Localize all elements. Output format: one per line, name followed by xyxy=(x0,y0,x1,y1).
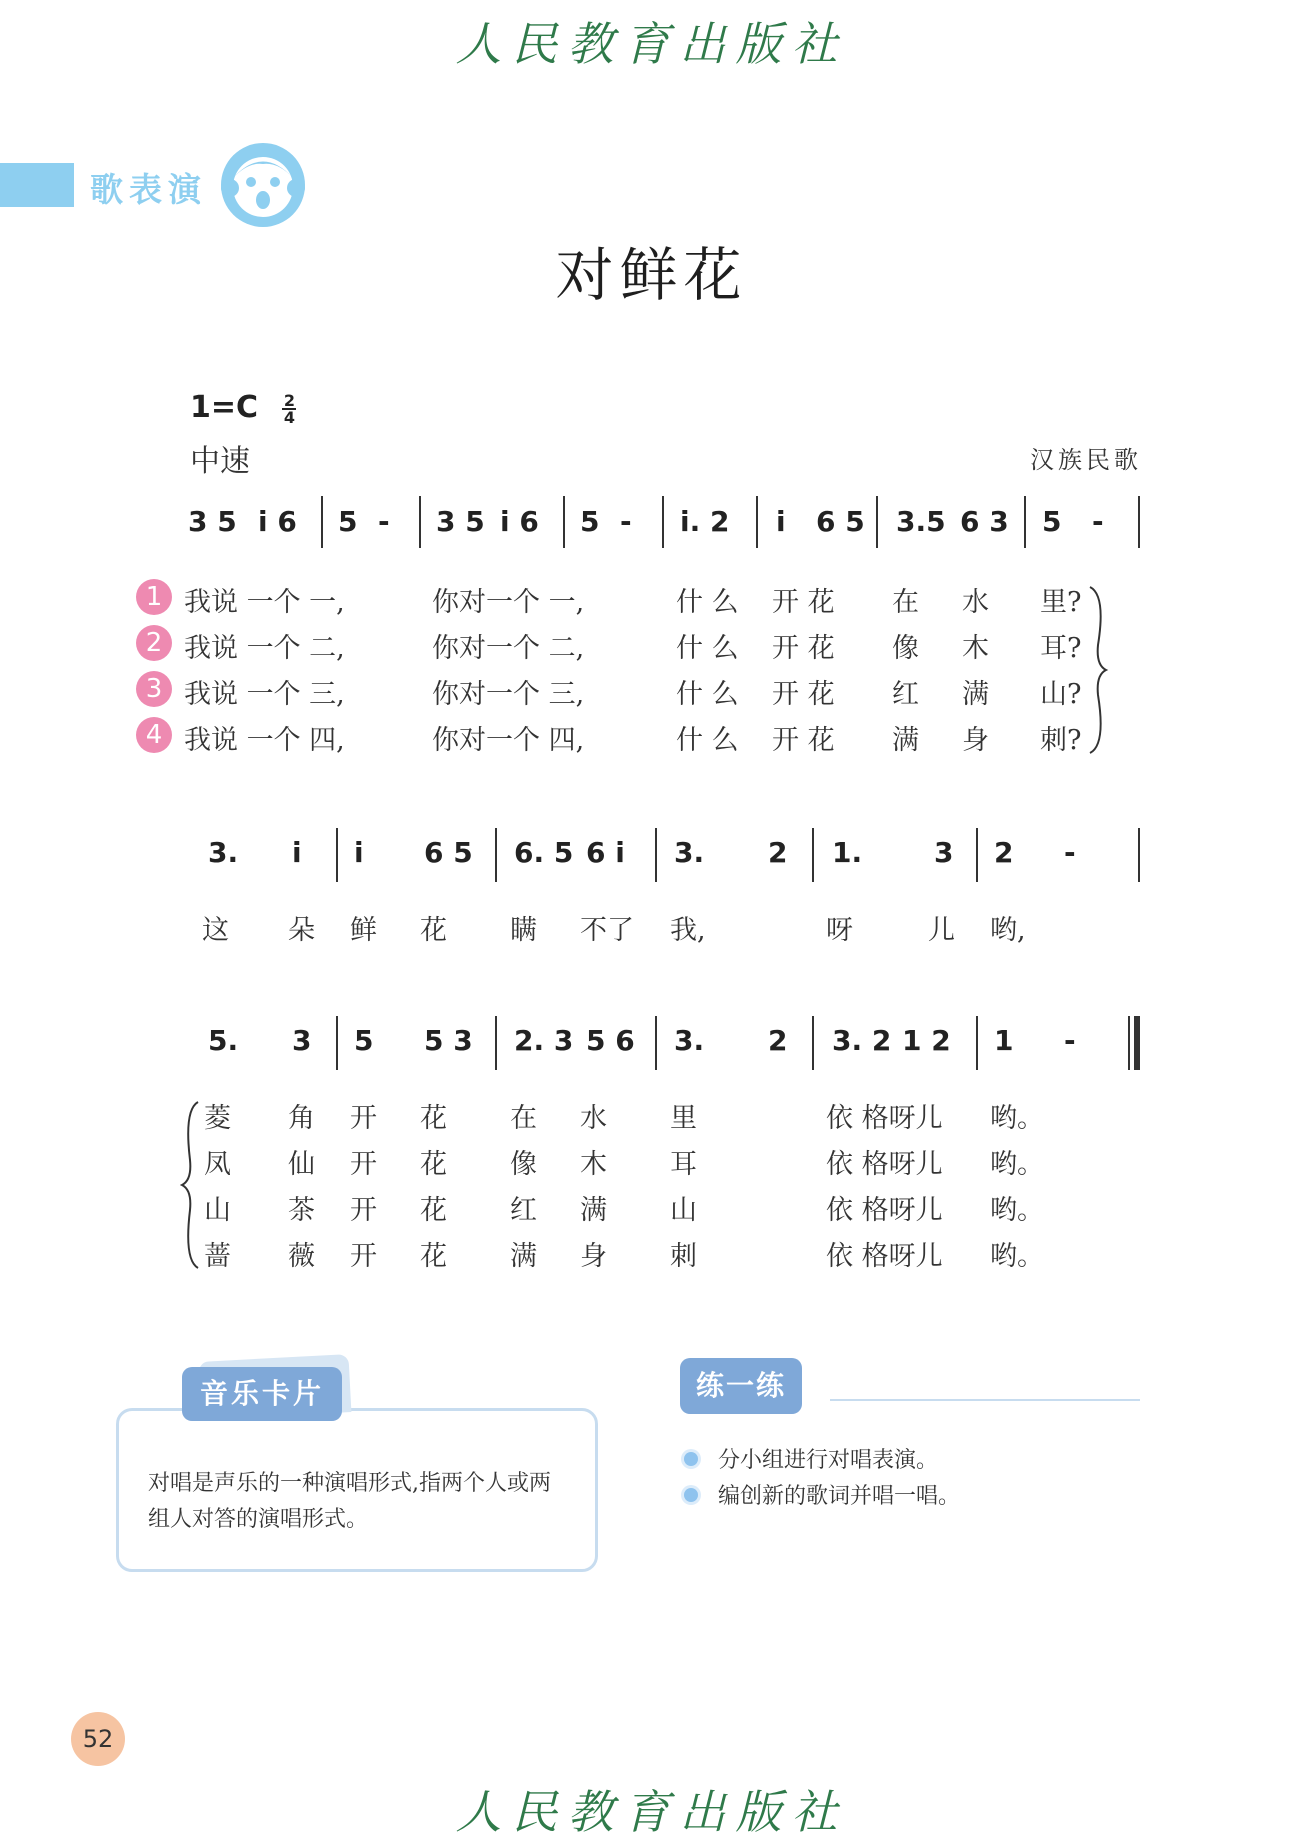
lyric: 哟。 xyxy=(990,1149,1044,1180)
final-bar-line-thin xyxy=(1128,1016,1130,1070)
note-group: i xyxy=(776,505,786,538)
lyric: 哟。 xyxy=(990,1241,1044,1272)
verse-number: 2 xyxy=(136,625,172,661)
lyric: 开 花 xyxy=(772,725,835,756)
lyric: 开 花 xyxy=(772,633,835,664)
lyric: 满 xyxy=(962,679,989,710)
note-group: - xyxy=(1092,505,1104,538)
lyric: 仙 xyxy=(288,1149,315,1180)
lyric: 花 xyxy=(420,915,447,946)
note-group: 6 3 xyxy=(960,505,1009,538)
publisher-footer: 人民教育出版社 xyxy=(455,1785,848,1839)
note-group: 5 6 xyxy=(586,1024,635,1057)
lyric: 开 xyxy=(350,1195,377,1226)
note-group: i 6 xyxy=(500,505,539,538)
note-group: 2 xyxy=(768,1024,788,1057)
lyric: 你对一个 四, xyxy=(432,725,585,756)
lyric: 你对一个 二, xyxy=(432,633,585,664)
lyric: 什 么 xyxy=(676,633,739,664)
verse-number: 4 xyxy=(136,717,172,753)
bar-line xyxy=(1138,828,1140,882)
bar-line xyxy=(876,496,878,548)
note-group: - xyxy=(378,505,390,538)
lyric: 依 格呀儿 xyxy=(826,1195,943,1226)
bar-line xyxy=(495,828,497,882)
lyric: 我说 一个 一, xyxy=(184,587,345,618)
publisher-header: 人民教育出版社 xyxy=(455,17,848,71)
bar-line xyxy=(976,828,978,882)
lyric: 什 么 xyxy=(676,587,739,618)
lyric: 你对一个 一, xyxy=(432,587,585,618)
lyric: 凤 xyxy=(204,1149,231,1180)
lyric: 满 xyxy=(510,1241,537,1272)
note-group: 3. xyxy=(674,836,705,869)
bar-line xyxy=(495,1016,497,1070)
section-bar xyxy=(0,163,74,207)
lyric: 我说 一个 二, xyxy=(184,633,345,664)
note-group: 3. 2 xyxy=(832,1024,892,1057)
bar-line xyxy=(563,496,565,548)
lyric: 花 xyxy=(420,1195,447,1226)
note-group: 3. xyxy=(674,1024,705,1057)
note-group: 5 xyxy=(338,505,358,538)
lyric: 鲜 xyxy=(350,915,377,946)
lyric: 身 xyxy=(580,1241,607,1272)
lyric: 满 xyxy=(892,725,919,756)
note-group: 3 xyxy=(292,1024,312,1057)
bar-line xyxy=(756,496,758,548)
lyric: 花 xyxy=(420,1241,447,1272)
lyric: 依 格呀儿 xyxy=(826,1149,943,1180)
lyric: 依 格呀儿 xyxy=(826,1103,943,1134)
lyric: 水 xyxy=(580,1103,607,1134)
note-group: 3 5 xyxy=(188,505,237,538)
bar-line xyxy=(655,1016,657,1070)
practice-item: 分小组进行对唱表演。 xyxy=(718,1448,939,1473)
note-group: 3 xyxy=(934,836,954,869)
lyric: 这 xyxy=(202,915,229,946)
lyric: 像 xyxy=(892,633,919,664)
bar-line xyxy=(1024,496,1026,548)
lyrics-bracket xyxy=(180,1100,202,1270)
lyric: 耳? xyxy=(1040,633,1082,664)
lyric: 什 么 xyxy=(676,679,739,710)
lyric: 开 花 xyxy=(772,679,835,710)
time-signature xyxy=(282,390,296,427)
lyric: 花 xyxy=(420,1149,447,1180)
music-card-title: 音乐卡片 xyxy=(182,1367,342,1421)
note-group: 2 xyxy=(768,836,788,869)
lyric: 你对一个 三, xyxy=(432,679,585,710)
lyric: 水 xyxy=(962,587,989,618)
lyric: 花 xyxy=(420,1103,447,1134)
lyric: 我说 一个 四, xyxy=(184,725,345,756)
note-group: 1 xyxy=(994,1024,1014,1057)
note-group: 5 3 xyxy=(424,1024,473,1057)
note-group: - xyxy=(620,505,632,538)
lyric: 木 xyxy=(580,1149,607,1180)
verse-number: 1 xyxy=(136,579,172,615)
lyric: 身 xyxy=(962,725,989,756)
lyric: 里? xyxy=(1040,587,1082,618)
tempo-marking: 中速 xyxy=(190,444,250,479)
lyric: 开 xyxy=(350,1149,377,1180)
key-text: 1=C xyxy=(190,390,259,425)
note-group: 1. xyxy=(832,836,863,869)
song-title: 对鲜花 xyxy=(555,241,748,309)
lyric: 刺? xyxy=(1040,725,1082,756)
note-group: 1 2 xyxy=(902,1024,951,1057)
note-group: 3.5 xyxy=(896,505,946,538)
bar-line xyxy=(336,828,338,882)
time-denominator: 4 xyxy=(283,407,296,427)
note-group: i. 2 xyxy=(680,505,730,538)
lyric: 茶 xyxy=(288,1195,315,1226)
song-origin: 汉族民歌 xyxy=(1030,446,1142,474)
verse-number: 3 xyxy=(136,671,172,707)
lyric: 哟。 xyxy=(990,1103,1044,1134)
practice-divider xyxy=(830,1399,1140,1401)
note-group: 3 5 xyxy=(436,505,485,538)
page-number: 52 xyxy=(71,1712,125,1766)
bar-line xyxy=(655,828,657,882)
lyric: 哟。 xyxy=(990,1195,1044,1226)
note-group: 2. 3 xyxy=(514,1024,574,1057)
lyric: 开 xyxy=(350,1241,377,1272)
note-group: 5 xyxy=(354,1024,374,1057)
lyric: 红 xyxy=(510,1195,537,1226)
lyric: 哟, xyxy=(990,915,1026,946)
singing-face-icon xyxy=(218,140,308,230)
note-group: - xyxy=(1064,836,1076,869)
verse-bracket xyxy=(1086,585,1110,755)
bar-line xyxy=(812,828,814,882)
note-group: - xyxy=(1064,1024,1076,1057)
note-group: 6. 5 xyxy=(514,836,574,869)
lyric: 菱 xyxy=(204,1103,231,1134)
lyric: 里 xyxy=(670,1103,697,1134)
lyric: 在 xyxy=(510,1103,537,1134)
bar-line xyxy=(662,496,664,548)
lyric: 呀 xyxy=(826,915,853,946)
music-card-text: 对唱是声乐的一种演唱形式,指两个人或两组人对答的演唱形式。 xyxy=(148,1471,551,1532)
note-group: 5. xyxy=(208,1024,239,1057)
note-group: 3. xyxy=(208,836,239,869)
lyric: 儿 xyxy=(928,915,955,946)
lyric: 薇 xyxy=(288,1241,315,1272)
note-group: 5 xyxy=(1042,505,1062,538)
lyric: 不了 xyxy=(580,915,634,946)
bullet-icon xyxy=(684,1488,698,1502)
note-group: i 6 xyxy=(258,505,297,538)
note-group: 5 xyxy=(580,505,600,538)
practice-item: 编创新的歌词并唱一唱。 xyxy=(718,1484,961,1509)
lyric: 瞒 xyxy=(510,915,537,946)
practice-title: 练一练 xyxy=(680,1358,802,1414)
bar-line xyxy=(812,1016,814,1070)
note-group: 2 xyxy=(994,836,1014,869)
bar-line xyxy=(321,496,323,548)
note-group: 6 5 xyxy=(424,836,473,869)
lyric: 山 xyxy=(204,1195,231,1226)
lyric: 耳 xyxy=(670,1149,697,1180)
note-group: i xyxy=(354,836,364,869)
section-label: 歌表演 xyxy=(90,170,207,209)
bar-line xyxy=(336,1016,338,1070)
lyric: 红 xyxy=(892,679,919,710)
lyric: 刺 xyxy=(670,1241,697,1272)
lyric: 山 xyxy=(670,1195,697,1226)
note-group: i xyxy=(292,836,302,869)
lyric: 什 么 xyxy=(676,725,739,756)
lyric: 蔷 xyxy=(204,1241,231,1272)
lyric: 依 格呀儿 xyxy=(826,1241,943,1272)
final-bar-line-thick xyxy=(1134,1016,1140,1070)
lyric: 在 xyxy=(892,587,919,618)
lyric: 开 xyxy=(350,1103,377,1134)
bar-line xyxy=(419,496,421,548)
lyric: 开 花 xyxy=(772,587,835,618)
lyric: 像 xyxy=(510,1149,537,1180)
lyric: 我, xyxy=(670,915,706,946)
key-signature xyxy=(190,390,296,425)
bar-line xyxy=(1138,496,1140,548)
lyric: 木 xyxy=(962,633,989,664)
note-group: 6 i xyxy=(586,836,625,869)
lyric: 满 xyxy=(580,1195,607,1226)
note-group: 6 5 xyxy=(816,505,865,538)
lyric: 山? xyxy=(1040,679,1082,710)
bullet-icon xyxy=(684,1452,698,1466)
lyric: 我说 一个 三, xyxy=(184,679,345,710)
lyric: 朵 xyxy=(288,915,315,946)
time-numerator: 2 xyxy=(283,390,296,410)
lyric: 角 xyxy=(288,1103,315,1134)
bar-line xyxy=(976,1016,978,1070)
